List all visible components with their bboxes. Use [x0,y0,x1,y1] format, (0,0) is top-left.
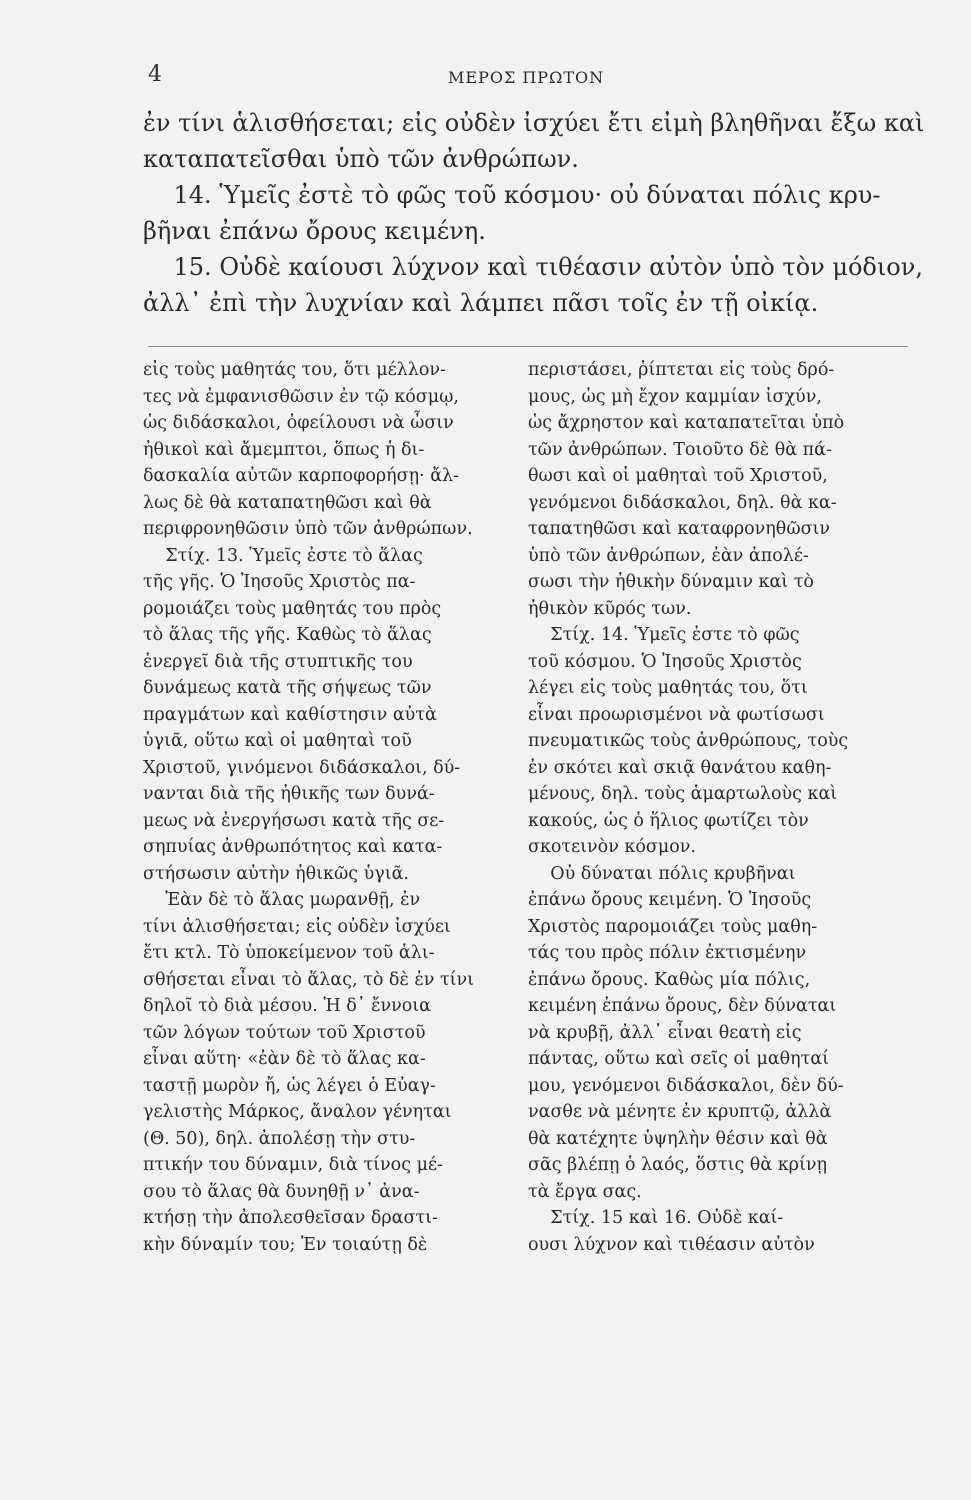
commentary-line: ὑγιᾶ, οὕτω καὶ οἱ μαθηταὶ τοῦ [143,731,412,751]
commentary-line: ταπατηθῶσι καὶ καταφρονηθῶσιν [528,519,831,539]
commentary-line: τῶν λόγων τούτων τοῦ Χριστοῦ [143,1022,426,1043]
commentary-line: κακούς, ὡς ὁ ἥλιος φωτίζει τὸν [528,810,809,831]
commentary-line: εἰς τοὺς μαθητάς του, ὅτι μέλλον- [143,360,446,380]
commentary-line: ἐπάνω ὄρους. Καθὼς μία πόλις, [528,969,811,990]
commentary-line: ὑπὸ τῶν ἀνθρώπων, ἐὰν ἀπολέ- [528,545,809,566]
commentary-line: ταστῇ μωρὸν ἤ, ὡς λέγει ὁ Εὐαγ- [143,1075,436,1096]
commentary-line: σκοτεινὸν κόσμον. [528,837,696,857]
verse-line: ἐν τίνι ἁλισθήσεται; εἰς οὐδὲν ἰσχύει ἔτι εἰμὴ βληθῆναι ἔξω καὶ [143,109,925,137]
commentary-line: (Θ. 50), δηλ. ἀπολέσῃ τὴν στυ- [143,1128,416,1149]
commentary-line: τῆς γῆς. Ὁ Ἰησοῦς Χριστὸς πα- [143,572,416,592]
commentary-line: τοῦ κόσμου. Ὁ Ἰησοῦς Χριστὸς [528,651,802,672]
commentary-line: θωσι καὶ οἱ μαθηταὶ τοῦ Χριστοῦ, [528,466,828,486]
commentary-line: περιστάσει, ῥίπτεται εἰς τοὺς δρό- [528,360,835,380]
commentary-line: ἠθικὸν κῦρός των. [528,598,692,619]
commentary-line: μένους, δηλ. τοὺς ἁμαρτωλοὺς καὶ [528,784,838,804]
commentary-line: ἠθικοὶ καὶ ἄμεμπτοι, ὅπως ἡ δι- [143,439,425,460]
commentary-line: σου τὸ ἅλας θὰ δυνηθῇ ν᾽ ἀνα- [143,1181,420,1202]
verse-line: 15. Οὐδὲ καίουσι λύχνον καὶ τιθέασιν αὐτὸν ὑπὸ τὸν μόδιον, [143,253,923,281]
commentary-line: Χριστοῦ, γινόμενοι διδάσκαλοι, δύ- [143,757,461,778]
commentary-line: τάς του πρὸς πόλιν ἐκτισμένην [528,943,807,963]
commentary-line: τὸ ἅλας τῆς γῆς. Καθὼς τὸ ἅλας [143,625,432,645]
commentary-left-column [143,357,503,1258]
commentary-line: ἐνεργεῖ διὰ τῆς στυπτικῆς του [143,651,413,672]
commentary-line: πτικήν του δύναμιν, διὰ τίνος μέ- [143,1155,443,1175]
commentary-line: Οὐ δύναται πόλις κρυβῆναι [528,863,796,884]
commentary-line: εἶναι προωρισμένοι νὰ φωτίσωσι [528,704,825,725]
commentary-line: λως δὲ θὰ καταπατηθῶσι καὶ θὰ [143,492,432,513]
commentary-line: Ἐὰν δὲ τὸ ἅλας μωρανθῇ, ἐν [143,890,421,910]
commentary-line: τες νὰ ἐμφανισθῶσιν ἐν τῷ κόσμῳ, [143,386,459,407]
commentary-line: ἔτι κτλ. Τὸ ὑποκείμενον τοῦ ἁλι- [143,943,435,963]
commentary-line: πνευματικῶς τοὺς ἀνθρώπους, τοὺς [528,731,849,751]
commentary-line: ὡς διδάσκαλοι, ὀφείλουσι νὰ ὦσιν [143,413,454,433]
divider-rule [148,346,908,347]
commentary-line: γενόμενοι διδάσκαλοι, δηλ. θὰ κα- [528,492,837,513]
verse-line: ἀλλ᾽ ἐπὶ τὴν λυχνίαν καὶ λάμπει πᾶσι τοῖς ἐν τῇ οἰκίᾳ. [143,289,819,317]
commentary-line: νὰ κρυβῇ, ἀλλ᾽ εἶναι θεατὴ εἰς [528,1022,802,1043]
commentary-right-column [528,357,888,1258]
commentary-line: μου, γενόμενοι διδάσκαλοι, δὲν δύ- [528,1075,844,1096]
commentary-line: Στίχ. 14. Ὑμεῖς ἐστε τὸ φῶς [528,625,800,645]
commentary-line: νανται διὰ τῆς ἠθικῆς των δυνά- [143,784,435,804]
commentary-line: σθήσεται εἶναι τὸ ἅλας, τὸ δὲ ἐν τίνι [143,969,475,990]
verse-text [143,105,925,321]
commentary-line: ὡς ἄχρηστον καὶ καταπατεῖται ὑπὸ [528,413,845,433]
commentary-line: Στίχ. 15 καὶ 16. Οὐδὲ καί- [528,1208,784,1228]
commentary-line: Χριστὸς παρομοιάζει τοὺς μαθη- [528,916,818,937]
commentary-line: δασκαλία αὐτῶν καρποφορήσῃ· ἄλ- [143,466,460,486]
commentary-line: λέγει εἰς τοὺς μαθητάς του, ὅτι [528,678,808,698]
verse-line: 14. Ὑμεῖς ἐστὲ τὸ φῶς τοῦ κόσμου· οὐ δύναται πόλις κρυ- [143,181,881,209]
commentary-line: Στίχ. 13. Ὑμεῖς ἐστε τὸ ἅλας [143,545,423,566]
commentary-line: σᾶς βλέπῃ ὁ λαός, ὅστις θὰ κρίνῃ [528,1155,827,1175]
commentary-line: τίνι ἁλισθήσεται; εἰς οὐδὲν ἰσχύει [143,916,451,937]
commentary-line: περιφρονηθῶσιν ὑπὸ τῶν ἀνθρώπων. [143,519,473,539]
commentary-line: σωσι τὴν ἠθικὴν δύναμιν καὶ τὸ [528,572,814,592]
commentary-line: μεως νὰ ἐνεργήσωσι κατὰ τῆς σε- [143,810,445,831]
commentary-line: νασθε νὰ μένητε ἐν κρυπτῷ, ἀλλὰ [528,1102,832,1122]
commentary-line: δηλοῖ τὸ διὰ μέσου. Ἡ δ᾽ ἔννοια [143,996,431,1016]
commentary-line: θὰ κατέχητε ὑψηλὴν θέσιν καὶ θὰ [528,1128,828,1149]
commentary-line: στήσωσιν αὐτὴν ἠθικῶς ὑγιᾶ. [143,863,409,884]
commentary-line: κὴν δύναμίν του; Ἐν τοιαύτῃ δὲ [143,1234,428,1255]
commentary-line: ρομοιάζει τοὺς μαθητάς του πρὸς [143,598,442,619]
commentary-line: τὰ ἔργα σας. [528,1181,642,1202]
commentary-line: τῶν ἀνθρώπων. Τοιοῦτο δὲ θὰ πά- [528,439,832,460]
commentary-line: πραγμάτων καὶ καθίστησιν αὐτὰ [143,704,437,725]
commentary-line: δυνάμεως κατὰ τῆς σήψεως τῶν [143,678,432,698]
commentary-line: ἐν σκότει καὶ σκιᾷ θανάτου καθη- [528,757,832,778]
commentary-line: ἐπάνω ὄρους κειμένη. Ὁ Ἰησοῦς [528,890,812,910]
running-title: ΜΕΡΟΣ ΠΡΩΤΟΝ [448,68,605,87]
commentary-line: κτήσῃ τὴν ἀπολεσθεῖσαν δραστι- [143,1208,438,1228]
verse-line: καταπατεῖσθαι ὑπὸ τῶν ἀνθρώπων. [143,145,579,173]
commentary-line: πάντας, οὕτω καὶ σεῖς οἱ μαθηταί [528,1049,830,1069]
page-header [148,62,908,92]
commentary-line: κειμένη ἐπάνω ὄρους, δὲν δύναται [528,996,837,1016]
commentary-line: μους, ὡς μὴ ἔχον καμμίαν ἰσχύν, [528,386,822,407]
commentary-line: εἶναι αὕτη· «ἐὰν δὲ τὸ ἅλας κα- [143,1049,426,1069]
commentary-line: σηπυίας ἀνθρωπότητος καὶ κατα- [143,837,443,857]
page-number: 4 [148,62,162,87]
commentary-line: γελιστὴς Μάρκος, ἄναλον γένηται [143,1102,452,1122]
commentary-line: ουσι λύχνον καὶ τιθέασιν αὐτὸν [528,1234,815,1255]
verse-line: βῆναι ἐπάνω ὄρους κειμένη. [143,217,486,245]
